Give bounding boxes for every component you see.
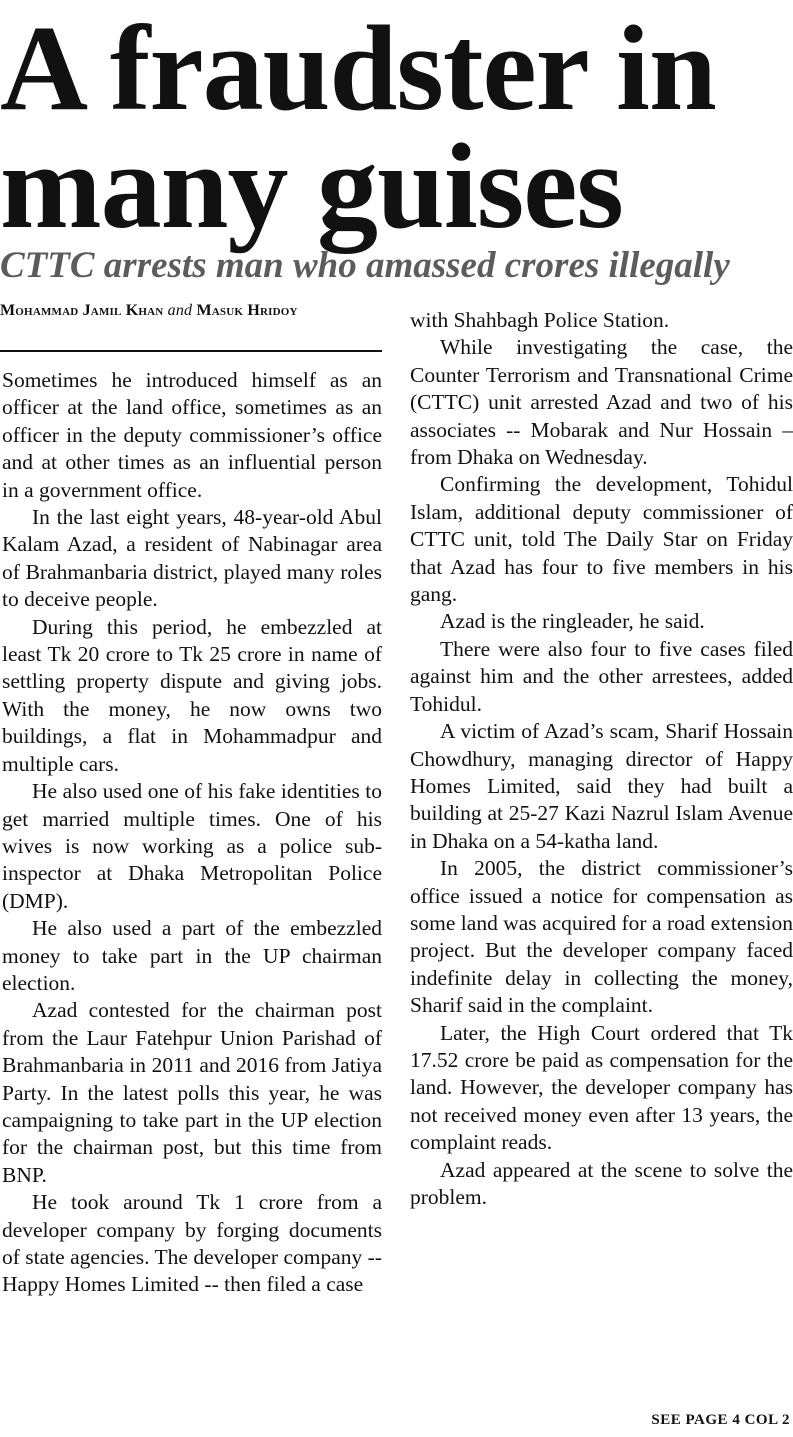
article-column-1 [2,367,382,1299]
paragraph: Confirming the development, Tohidul Islam, additional deputy commissioner of CTTC unit, told The Daily Star on Friday that Azad has four to five members in his gang. [410,472,793,607]
headline-line-1: A fraudster in [0,1,716,136]
byline-author-2: Masuk Hridoy [196,302,298,319]
paragraph: While investigating the case, the Counter Terrorism and Transnational Crime (CTTC) unit arrested Azad and two of his associates -- Mobarak and Nur Hossain – from Dhaka on Wednesday. [410,335,793,470]
headline-line-2: many guises [0,119,623,254]
paragraph: In 2005, the district commissioner’s office issued a notice for compensation as some land was acquired for a road extension project. But the developer company faced indefinite delay in collecting the money, Sharif said in the complaint. [410,856,793,1018]
subheadline: CTTC arrests man who amassed crores illegally [0,245,730,286]
paragraph: He took around Tk 1 crore from a developer company by forging documents of state agencies. The developer company -- Happy Homes Limited -- then filed a case [2,1190,382,1297]
paragraph: A victim of Azad’s scam, Sharif Hossain Chowdhury, managing director of Happy Homes Limited, said they had built a building at 25-27 Kazi Nazrul Islam Avenue in Dhaka on a 54-katha land. [410,719,793,853]
paragraph: Sometimes he introduced himself as an officer at the land office, sometimes as an officer in the deputy commissioner’s office and at other times as an influential person in a government office. [2,368,382,502]
paragraph: Azad appeared at the scene to solve the problem. [410,1157,793,1209]
paragraph: Later, the High Court ordered that Tk 17.52 crore be paid as compensation for the land. However, the developer company has not received money even after 13 years, the complaint reads. [410,1020,793,1155]
byline-connector: and [167,302,193,319]
paragraph: Azad contested for the chairman post from the Laur Fatehpur Union Parishad of Brahmanbaria in 2011 and 2016 from Jatiya Party. In the latest polls this year, he was campaigning to take part in the UP election for the chairman post, but this time from BNP. [2,998,382,1187]
paragraph: Azad is the ringleader, he said. [440,609,705,634]
headline [0,1,793,254]
paragraph: In the last eight years, 48-year-old Abul Kalam Azad, a resident of Nabinagar area of Brahmanbaria district, played many roles to deceive people. [2,505,382,612]
continuation-jump-line: SEE PAGE 4 COL 2 [651,1412,790,1428]
byline [0,302,382,319]
paragraph: During this period, he embezzled at least Tk 20 crore to Tk 25 crore in name of settling property dispute and giving jobs. With the money, he now owns two buildings, a flat in Mohammadpur and multiple cars. [2,614,382,776]
byline-author-1: Mohammad Jamil Khan [0,302,164,319]
paragraph: There were also four to five cases filed against him and the other arrestees, added Tohidul. [410,636,793,716]
paragraph: He also used one of his fake identities to get married multiple times. One of his wives is now working as a police sub-inspector at Dhaka Metropolitan Police (DMP). [2,779,382,913]
paragraph: He also used a part of the embezzled money to take part in the UP chairman election. [2,916,382,995]
byline-divider [0,350,382,352]
paragraph: with Shahbagh Police Station. [410,308,670,332]
article-column-2 [410,307,793,1211]
